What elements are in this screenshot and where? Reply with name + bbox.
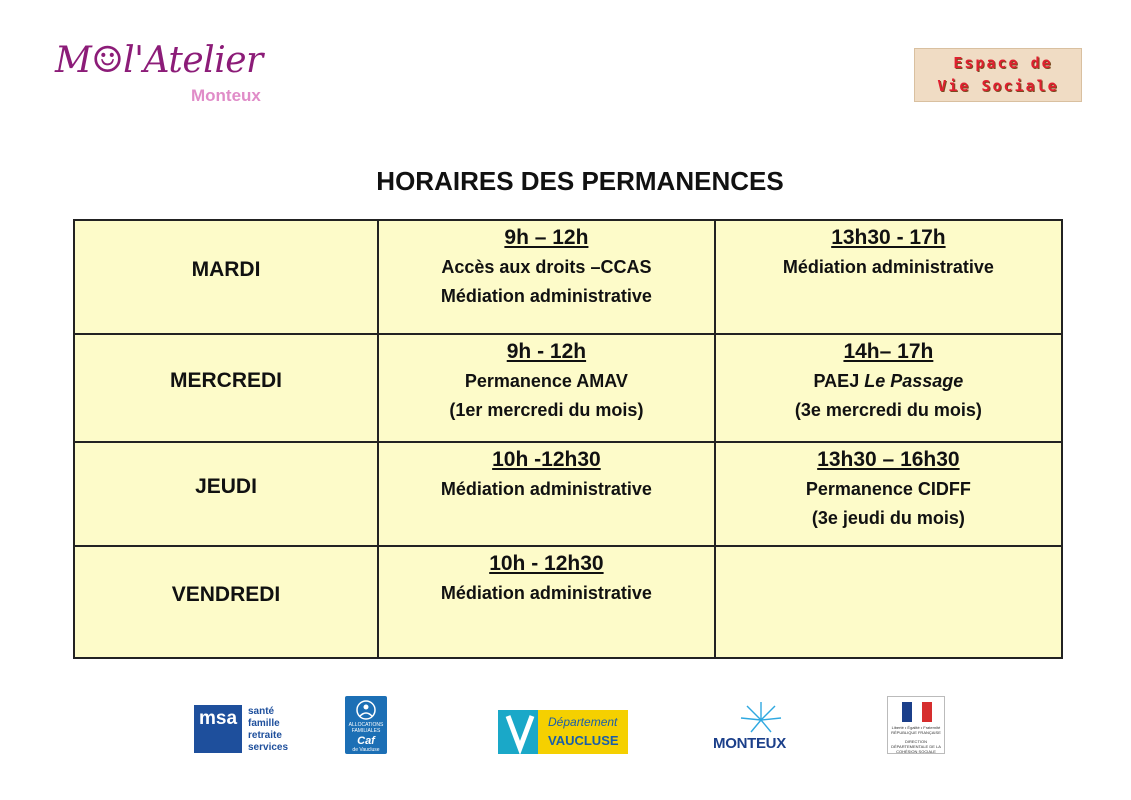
- slot-line: Médiation administrative: [782, 257, 994, 277]
- table-row: [74, 442, 1062, 546]
- slot-time: 14h– 17h: [843, 340, 934, 363]
- french-flag-icon: [902, 702, 932, 722]
- msa-line: retraite: [248, 730, 282, 741]
- morning-slot: [378, 442, 715, 546]
- atelier-logo: [55, 40, 290, 120]
- espace-vie-sociale-logo: [914, 48, 1082, 102]
- slot-time: 9h – 12h: [504, 226, 589, 249]
- slot-line: Médiation administrative: [440, 286, 652, 306]
- evs-logo-line2: Vie Sociale: [937, 77, 1059, 95]
- slot-time: 13h30 – 16h30: [817, 448, 960, 471]
- atelier-logo-script: M☺l'Atelier: [55, 40, 263, 81]
- page-title: HORAIRES DES PERMANENCES: [376, 166, 784, 196]
- caf-logo-bottom: de Vaucluse: [352, 747, 380, 753]
- monteux-label: MONTEUX: [713, 735, 786, 752]
- slot-line: Médiation administrative: [440, 583, 652, 603]
- morning-slot: [378, 546, 715, 658]
- afternoon-slot: [715, 220, 1062, 334]
- atelier-logo-subtitle: Monteux: [191, 86, 261, 105]
- slot-line: (1er mercredi du mois): [449, 400, 644, 420]
- caf-logo-name: Caf: [357, 735, 375, 747]
- slot-time: 10h - 12h30: [489, 552, 604, 575]
- table-row: [74, 546, 1062, 658]
- msa-line: famille: [248, 718, 280, 729]
- slot-line: Médiation administrative: [440, 479, 652, 499]
- slot-line: Permanence AMAV: [464, 371, 628, 391]
- table-row: [74, 220, 1062, 334]
- day-cell: MARDI: [74, 220, 378, 334]
- msa-logo-mark: msa: [194, 705, 242, 753]
- afternoon-slot: [715, 334, 1062, 442]
- slot-line: Permanence CIDFF: [805, 479, 971, 499]
- msa-line: santé: [248, 706, 275, 717]
- afternoon-slot: [715, 442, 1062, 546]
- slot-line: [722, 367, 1055, 396]
- msa-logo: [194, 705, 296, 755]
- day-cell: JEUDI: [74, 442, 378, 546]
- slot-line: (3e mercredi du mois): [794, 400, 982, 420]
- morning-slot: [378, 334, 715, 442]
- schedule-table: [73, 219, 1063, 659]
- monteux-logo: [713, 700, 809, 754]
- vaucluse-label: VAUCLUSE: [548, 733, 619, 748]
- msa-line: services: [248, 742, 289, 753]
- prefet-direction: DIRECTION DÉPARTEMENTALE DE LA COHÉSION SOCIALE: [891, 739, 941, 754]
- slot-line-prefix: PAEJ: [813, 371, 865, 391]
- day-cell: MERCREDI: [74, 334, 378, 442]
- slot-time: 10h -12h30: [492, 448, 601, 471]
- vaucluse-v-icon: [498, 710, 542, 754]
- departement-vaucluse-logo: [498, 710, 628, 754]
- slot-time: 13h30 - 17h: [831, 226, 946, 249]
- caf-logo: [345, 696, 387, 754]
- table-row: [74, 334, 1062, 442]
- caf-emblem-icon: [351, 699, 381, 721]
- firework-icon: [731, 700, 791, 736]
- slot-line: (3e jeudi du mois): [811, 508, 965, 528]
- afternoon-slot-empty: [715, 546, 1062, 658]
- slot-time: 9h - 12h: [506, 340, 587, 363]
- prefet-motto: Liberté • Égalité • Fraternité RÉPUBLIQUE FRANÇAISE: [891, 725, 941, 735]
- slot-line: Accès aux droits –CCAS: [441, 257, 652, 277]
- day-cell: VENDREDI: [74, 546, 378, 658]
- caf-logo-top: ALLOCATIONS FAMILIALES: [348, 722, 384, 734]
- msa-logo-text: [248, 706, 288, 754]
- slot-line-italic: Le Passage: [864, 371, 964, 391]
- prefet-logo: [887, 696, 945, 754]
- morning-slot: [378, 220, 715, 334]
- evs-logo-line1: Espace de: [953, 54, 1053, 72]
- departement-label: Département: [548, 715, 618, 729]
